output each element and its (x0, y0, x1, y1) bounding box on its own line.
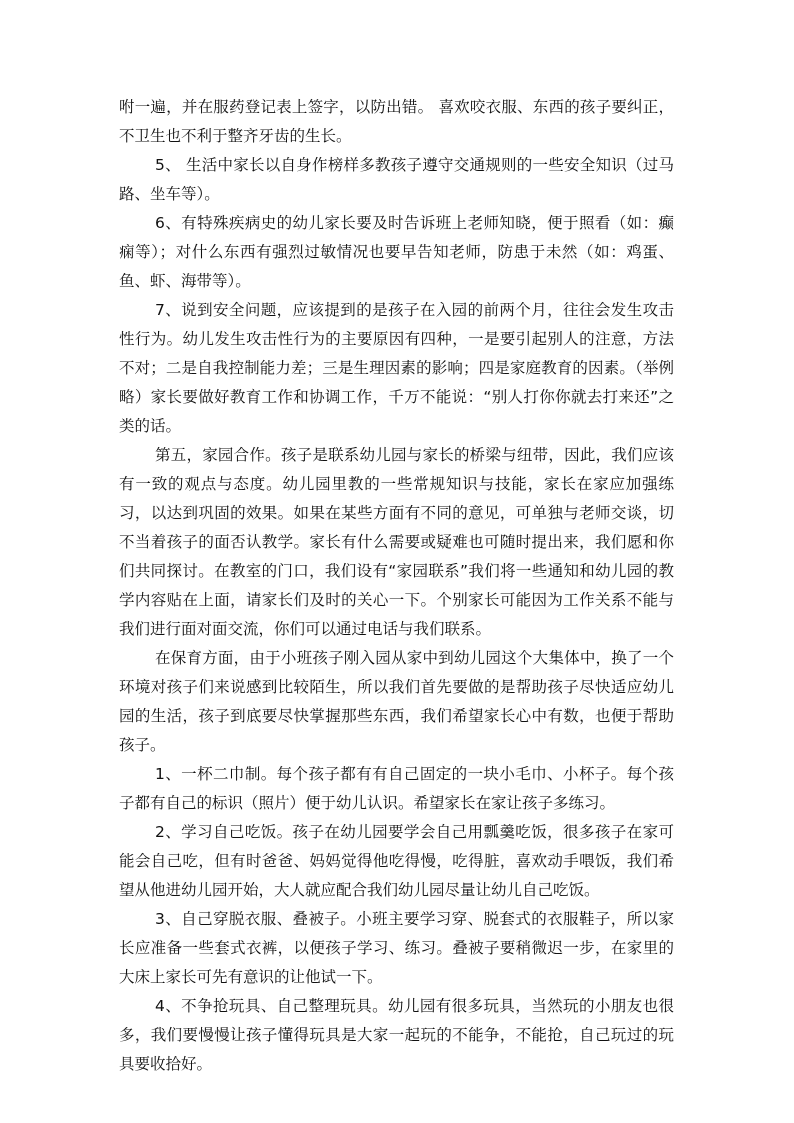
document-body (119, 93, 674, 1079)
paragraph-item-5-traffic-safety: 5、 生活中家长以自身作榜样多教孩子遵守交通规则的一些安全知识（过马路、坐车等）。 (119, 156, 674, 203)
paragraph-care-intro: 在保育方面，由于小班孩子刚入园从家中到幼儿园这个大集体中，换了一个环境对孩子们来说感到比较陌生，所以我们首先要做的是帮助孩子尽快适应幼儿园的生活，孩子到底要尽快掌握那些东西，我们希望家长心中有数，也便于帮助孩子。 (119, 649, 674, 754)
paragraph-care-item-2-self-feeding: 2、学习自己吃饭。孩子在幼儿园要学会自己用瓢羹吃饭，很多孩子在家可能会自己吃，但有时爸爸、妈妈觉得他吃得慢，吃得脏，喜欢动手喂饭，我们希望从他进幼儿园开始，大人就应配合我们幼儿园尽量让幼儿自己吃饭。 (119, 823, 674, 899)
paragraph-item-6-medical-history: 6、有特殊疾病史的幼儿家长要及时告诉班上老师知晓，便于照看（如：癫痫等）；对什么东西有强烈过敏情况也要早告知老师，防患于未然（如：鸡蛋、鱼、虾、海带等）。 (119, 214, 674, 290)
paragraph-item-7-aggressive-behavior: 7、说到安全问题，应该提到的是孩子在入园的前两个月，往往会发生攻击性行为。幼儿发生攻击性行为的主要原因有四种，一是要引起别人的注意，方法不对；二是自我控制能力差；三是生理因素的影响；四是家庭教育的因素。（举例略）家长要做好教育工作和协调工作，千万不能说：“别人打你你就去打来还”之类的话。 (119, 301, 674, 435)
paragraph-care-item-4-toys: 4、不争抢玩具、自己整理玩具。幼儿园有很多玩具，当然玩的小朋友也很多，我们要慢慢让孩子懂得玩具是大家一起玩的不能争，不能抢，自己玩过的玩具要收拾好。 (119, 997, 674, 1073)
paragraph-section-5-home-school-cooperation: 第五，家园合作。孩子是联系幼儿园与家长的桥梁与纽带，因此，我们应该有一致的观点与态度。幼儿园里教的一些常规知识与技能，家长在家应加强练习，以达到巩固的效果。如果在某些方面有不同的意见，可单独与老师交谈，切不当着孩子的面否认教学。家长有什么需要或疑难也可随时提出来，我们愿和你们共同探讨。在教室的门口，我们设有“家园联系”我们将一些通知和幼儿园的教学内容贴在上面，请家长们及时的关心一下。个别家长可能因为工作关系不能与我们进行面对面交流，你们可以通过电话与我们联系。 (119, 446, 674, 638)
paragraph-medication-and-habits: 咐一遍，并在服药登记表上签字，以防出错。 喜欢咬衣服、东西的孩子要纠正，不卫生也不利于整齐牙齿的生长。 (119, 98, 674, 145)
paragraph-care-item-1-cup-towel: 1、一杯二巾制。每个孩子都有有自己固定的一块小毛巾、小杯子。每个孩子都有自己的标识（照片）便于幼儿认识。希望家长在家让孩子多练习。 (119, 765, 674, 812)
paragraph-care-item-3-dressing: 3、自己穿脱衣服、叠被子。小班主要学习穿、脱套式的衣服鞋子，所以家长应准备一些套式衣裤，以便孩子学习、练习。叠被子要稍微迟一步，在家里的大床上家长可先有意识的让他试一下。 (119, 910, 674, 986)
